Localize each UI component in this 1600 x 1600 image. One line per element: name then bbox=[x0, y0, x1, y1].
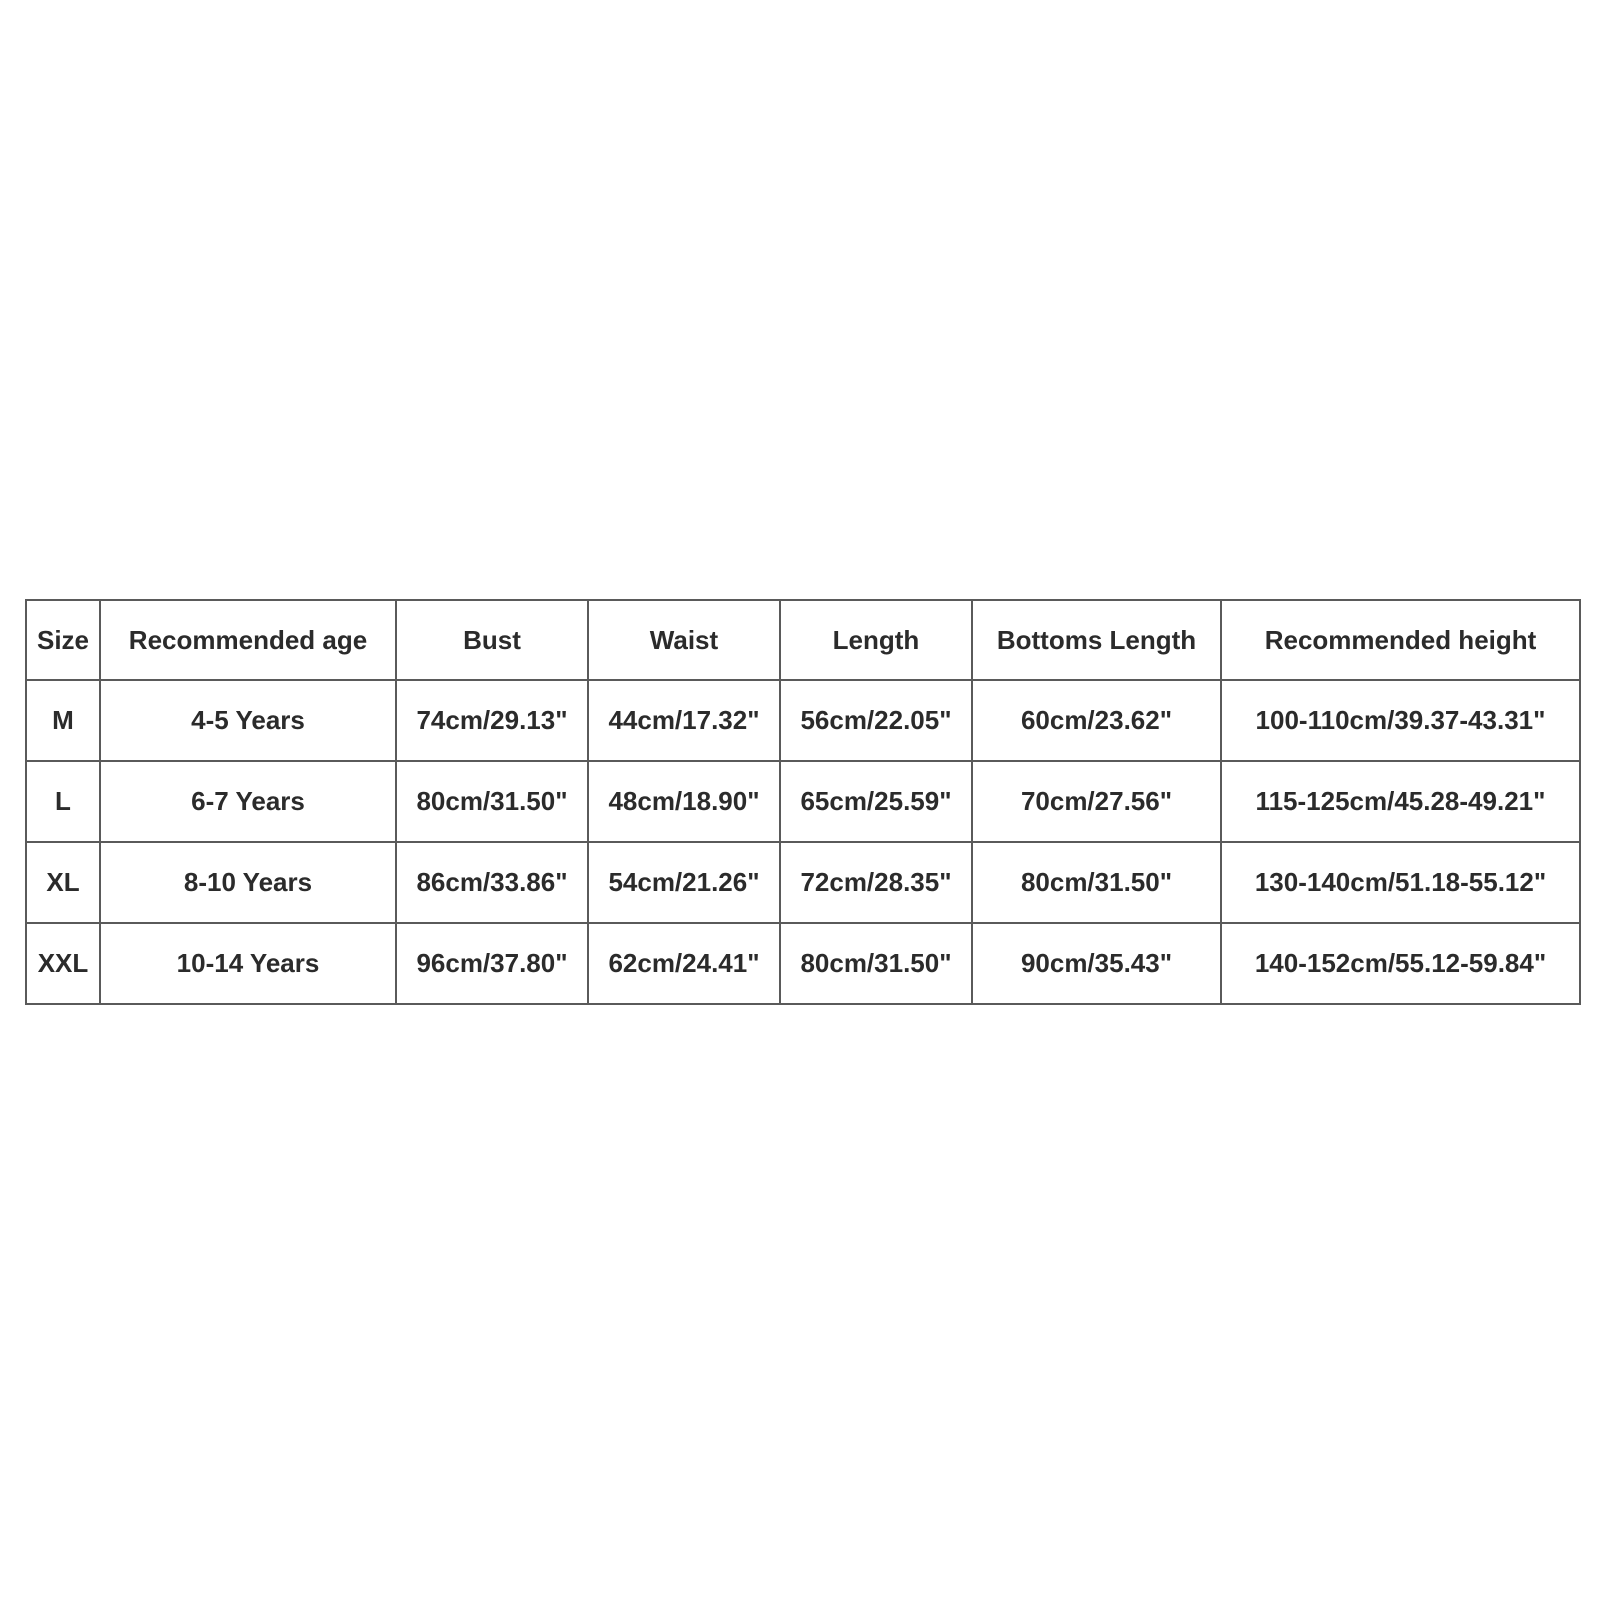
cell-length: 72cm/28.35" bbox=[780, 842, 972, 923]
table-row bbox=[26, 761, 1580, 842]
cell-bust: 86cm/33.86" bbox=[396, 842, 588, 923]
table-row bbox=[26, 680, 1580, 761]
cell-recommended-height: 115-125cm/45.28-49.21" bbox=[1221, 761, 1580, 842]
cell-recommended-age: 4-5 Years bbox=[100, 680, 396, 761]
cell-recommended-age: 10-14 Years bbox=[100, 923, 396, 1004]
cell-waist: 44cm/17.32" bbox=[588, 680, 780, 761]
cell-size: L bbox=[26, 761, 100, 842]
cell-recommended-height: 140-152cm/55.12-59.84" bbox=[1221, 923, 1580, 1004]
cell-bottoms-length: 90cm/35.43" bbox=[972, 923, 1221, 1004]
cell-size: XL bbox=[26, 842, 100, 923]
cell-bust: 96cm/37.80" bbox=[396, 923, 588, 1004]
cell-recommended-height: 130-140cm/51.18-55.12" bbox=[1221, 842, 1580, 923]
cell-recommended-height: 100-110cm/39.37-43.31" bbox=[1221, 680, 1580, 761]
cell-size: M bbox=[26, 680, 100, 761]
cell-bottoms-length: 80cm/31.50" bbox=[972, 842, 1221, 923]
cell-recommended-age: 6-7 Years bbox=[100, 761, 396, 842]
cell-bust: 74cm/29.13" bbox=[396, 680, 588, 761]
header-waist: Waist bbox=[588, 600, 780, 680]
cell-bust: 80cm/31.50" bbox=[396, 761, 588, 842]
size-chart-table bbox=[25, 599, 1581, 1005]
cell-length: 80cm/31.50" bbox=[780, 923, 972, 1004]
header-length: Length bbox=[780, 600, 972, 680]
header-bottoms-length: Bottoms Length bbox=[972, 600, 1221, 680]
cell-waist: 48cm/18.90" bbox=[588, 761, 780, 842]
cell-bottoms-length: 60cm/23.62" bbox=[972, 680, 1221, 761]
table-row bbox=[26, 842, 1580, 923]
cell-waist: 54cm/21.26" bbox=[588, 842, 780, 923]
cell-waist: 62cm/24.41" bbox=[588, 923, 780, 1004]
table-row bbox=[26, 923, 1580, 1004]
header-recommended-height: Recommended height bbox=[1221, 600, 1580, 680]
cell-length: 65cm/25.59" bbox=[780, 761, 972, 842]
cell-size: XXL bbox=[26, 923, 100, 1004]
cell-recommended-age: 8-10 Years bbox=[100, 842, 396, 923]
header-recommended-age: Recommended age bbox=[100, 600, 396, 680]
cell-bottoms-length: 70cm/27.56" bbox=[972, 761, 1221, 842]
cell-length: 56cm/22.05" bbox=[780, 680, 972, 761]
header-size: Size bbox=[26, 600, 100, 680]
header-row bbox=[26, 600, 1580, 680]
header-bust: Bust bbox=[396, 600, 588, 680]
